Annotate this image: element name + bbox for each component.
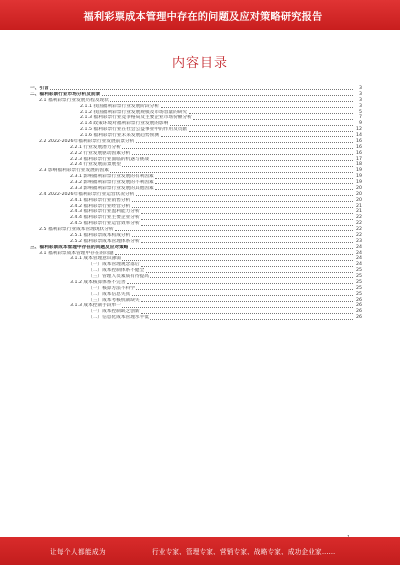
toc-leader-dots [122, 260, 352, 261]
toc-entry-page: 24 [356, 262, 362, 268]
toc-entry-title: （一）成本控制缺乏创新 [88, 309, 140, 315]
toc-leader-dots [110, 101, 352, 102]
toc-leader-dots [193, 119, 352, 120]
toc-entry-title: 2.2.1 行业发展潜力分析 [70, 144, 121, 150]
toc-entry-title: 2.5.1 福利彩票成本构成分析 [70, 232, 131, 238]
toc-entry-title: 2.5 福利彩票行业成本管理现状分析 [39, 227, 114, 232]
toc-entry-title: （二）成本信息失真 [88, 291, 131, 297]
toc-leader-dots [141, 225, 352, 226]
toc-leader-dots [102, 95, 353, 96]
report-header-bar [0, 0, 400, 30]
toc-leader-dots [151, 160, 353, 161]
toc-entry-title: 3.1.2 成本核算体系不完善 [70, 279, 126, 285]
toc-entry-title: 2.1.6 福利彩票行业未来发展趋势预测 [80, 133, 160, 138]
toc-entry-page: 19 [356, 174, 362, 180]
toc-leader-dots [132, 207, 353, 208]
toc-leader-dots [122, 148, 352, 149]
toc-leader-dots [189, 113, 353, 114]
toc-entry-page: 25 [356, 274, 362, 279]
toc-entry-page: 26 [356, 309, 362, 315]
toc-entry-title: （二）信息化成本管理水平低 [88, 315, 149, 321]
toc-leader-dots [122, 307, 352, 308]
toc-entry-page: 25 [356, 291, 362, 297]
toc-entry-title: 2.1.3 福利彩票行业竞争格局及主要企业市场份额分析 [80, 115, 192, 121]
toc-entry-title: 2.2.4 行业发展前景展望 [70, 162, 121, 168]
toc-entry-title: 2.2.2 行业发展驱动因素分析 [70, 150, 131, 156]
toc-leader-dots [115, 254, 352, 255]
toc-entry-page: 19 [356, 168, 362, 174]
toc-entry-title: 2.4.2 福利彩票行业经营分析 [70, 203, 131, 209]
toc-entry-page: 22 [356, 221, 362, 227]
toc-entry-title: 二、福利彩票行业市场分析及前景 [30, 91, 101, 97]
toc-entry-page: 21 [356, 203, 362, 209]
toc-entry-page: 22 [356, 227, 362, 232]
toc-entry-title: 2.3.3 影响福利彩票行业发展的其他因素 [70, 185, 154, 191]
toc-leader-dots [50, 89, 352, 90]
toc-entry-title: 2.1.4 政策环境对福利彩票行业发展的影响 [80, 121, 169, 127]
toc-entry-title: 2.4.1 福利彩票行业销售分析 [70, 197, 131, 203]
toc-entry-title: 一、引言 [30, 86, 49, 91]
footer-slogan: 让每个人都能成为 [50, 548, 106, 556]
toc-entry-page: 24 [356, 244, 362, 250]
toc-entry-page: 7 [359, 115, 362, 121]
toc-leader-dots [141, 301, 352, 302]
toc-entry-page: 20 [356, 197, 362, 203]
toc-leader-dots [115, 230, 352, 231]
toc-entry-page: 23 [356, 238, 362, 244]
toc-entry-page: 25 [356, 279, 362, 285]
toc-entry-title: 2.1.2 我国福利彩票行业发展规模及市场容量的研究 [80, 109, 188, 115]
toc-leader-dots [141, 313, 352, 314]
toc-entry-title: 3.1.1 成本管理意识薄弱 [70, 256, 121, 262]
toc-entry-page: 9 [359, 121, 362, 127]
toc-leader-dots [155, 178, 352, 179]
toc-leader-dots [150, 277, 352, 278]
toc-entry-title: 2.1.1 我国福利彩票行业发展阶段分析 [80, 103, 160, 109]
toc-entry-page: 14 [356, 133, 362, 138]
toc-leader-dots [150, 319, 352, 320]
toc-entry-page: 3 [359, 103, 362, 109]
toc-entry-page: 21 [356, 209, 362, 215]
toc-leader-dots [141, 242, 352, 243]
toc-entry-page: 16 [356, 144, 362, 150]
toc-entry-title: 2.3.1 影响福利彩票行业发展的有利因素 [70, 174, 154, 180]
table-of-contents [30, 86, 362, 321]
toc-entry-page: 3 [359, 97, 362, 103]
toc-entry-title: 2.4.3 福利彩票行业盈利能力分析 [70, 209, 140, 215]
toc-entry-page: 20 [356, 185, 362, 191]
toc-entry-page: 24 [356, 256, 362, 262]
toc-leader-dots [141, 266, 352, 267]
toc-entry-title: 2.3 影响福利彩票行业发展的因素 [39, 168, 109, 174]
toc-entry-title: 2.3.2 影响福利彩票行业发展的不利因素 [70, 180, 154, 185]
toc-heading: 内容目录 [171, 56, 228, 71]
toc-entry-title: 2.4.5 福利彩票行业运营效率分析 [70, 221, 140, 227]
toc-entry-title: （三）管理人员素质有待提高 [88, 274, 149, 279]
toc-entry-page: 19 [356, 180, 362, 185]
toc-entry-title: （二）成本控制体系不健全 [88, 268, 145, 274]
toc-leader-dots [130, 248, 353, 249]
toc-leader-dots [161, 136, 353, 137]
toc-entry-page: 22 [356, 232, 362, 238]
toc-entry-title: 2.5.2 福利彩票成本管理体系分析 [70, 238, 140, 244]
toc-entry-title: 3.1 福利彩票成本管理中存在的问题 [39, 250, 114, 256]
toc-leader-dots [136, 289, 352, 290]
toc-entry-page: 16 [356, 138, 362, 144]
toc-leader-dots [161, 107, 353, 108]
toc-entry-title: （一）核算方法不科学 [88, 285, 135, 291]
toc-leader-dots [132, 295, 353, 296]
toc-leader-dots [132, 236, 353, 237]
report-footer-bar [0, 537, 400, 565]
toc-leader-dots [141, 219, 352, 220]
toc-entry-title: 2.4 2022-2026年福利彩票行业运营状况分析 [39, 191, 135, 197]
toc-leader-dots [132, 201, 353, 202]
toc-entry-title: 2.4.4 福利彩票行业主要企业分析 [70, 215, 140, 221]
toc-entry-page: 3 [359, 86, 362, 91]
toc-entry-page: 22 [356, 215, 362, 221]
toc-entry-page: 26 [356, 297, 362, 303]
toc-entry-page: 18 [356, 162, 362, 168]
toc-entry-page: 17 [356, 156, 362, 162]
toc-entry-title: 2.1.5 福利彩票行业在社会公益事业中的作用及贡献 [80, 127, 188, 133]
toc-leader-dots [122, 166, 352, 167]
toc-entry-page: 26 [356, 303, 362, 309]
toc-entry-title: 2.2.3 福利彩票行业面临的机遇与挑战 [70, 156, 150, 162]
toc-entry-page: 25 [356, 268, 362, 274]
toc-entry-page: 12 [356, 127, 362, 133]
report-title: 福利彩票成本管理中存在的问题及应对策略研究报告 [83, 11, 323, 23]
toc-entry-page: 5 [359, 109, 362, 115]
toc-entry-page: 16 [356, 150, 362, 156]
toc-entry-page: 25 [356, 285, 362, 291]
toc-entry-title: （一）成本管理观念落后 [88, 262, 140, 268]
toc-leader-dots [155, 189, 352, 190]
toc-leader-dots [136, 195, 353, 196]
toc-entry-title: 2.1 福利彩票行业发展历程及现状 [39, 97, 109, 103]
toc-entry-page: 26 [356, 315, 362, 321]
footer-roles: 行业专家、管理专家、营销专家、战略专家、成功企业家…… [152, 548, 336, 556]
toc-entry[interactable] [30, 315, 362, 321]
toc-leader-dots [127, 283, 352, 284]
toc-entry-page: 3 [359, 91, 362, 97]
toc-leader-dots [170, 125, 353, 126]
toc-leader-dots [189, 131, 353, 132]
toc-entry-title: （三）成本考核机制缺失 [88, 297, 140, 303]
toc-entry-title: 3.1.3 成本控制手段单一 [70, 303, 121, 309]
toc-leader-dots [141, 213, 352, 214]
toc-leader-dots [132, 154, 353, 155]
toc-entry-title: 2.2 2022-2026年福利彩票行业发展前景分析 [39, 138, 135, 144]
toc-leader-dots [110, 172, 352, 173]
toc-leader-dots [146, 272, 353, 273]
toc-entry-page: 20 [356, 191, 362, 197]
toc-entry-title: 三、福利彩票成本管理中存在的问题及应对策略 [30, 244, 129, 250]
toc-leader-dots [136, 142, 353, 143]
toc-leader-dots [155, 183, 352, 184]
toc-entry-page: 24 [356, 250, 362, 256]
